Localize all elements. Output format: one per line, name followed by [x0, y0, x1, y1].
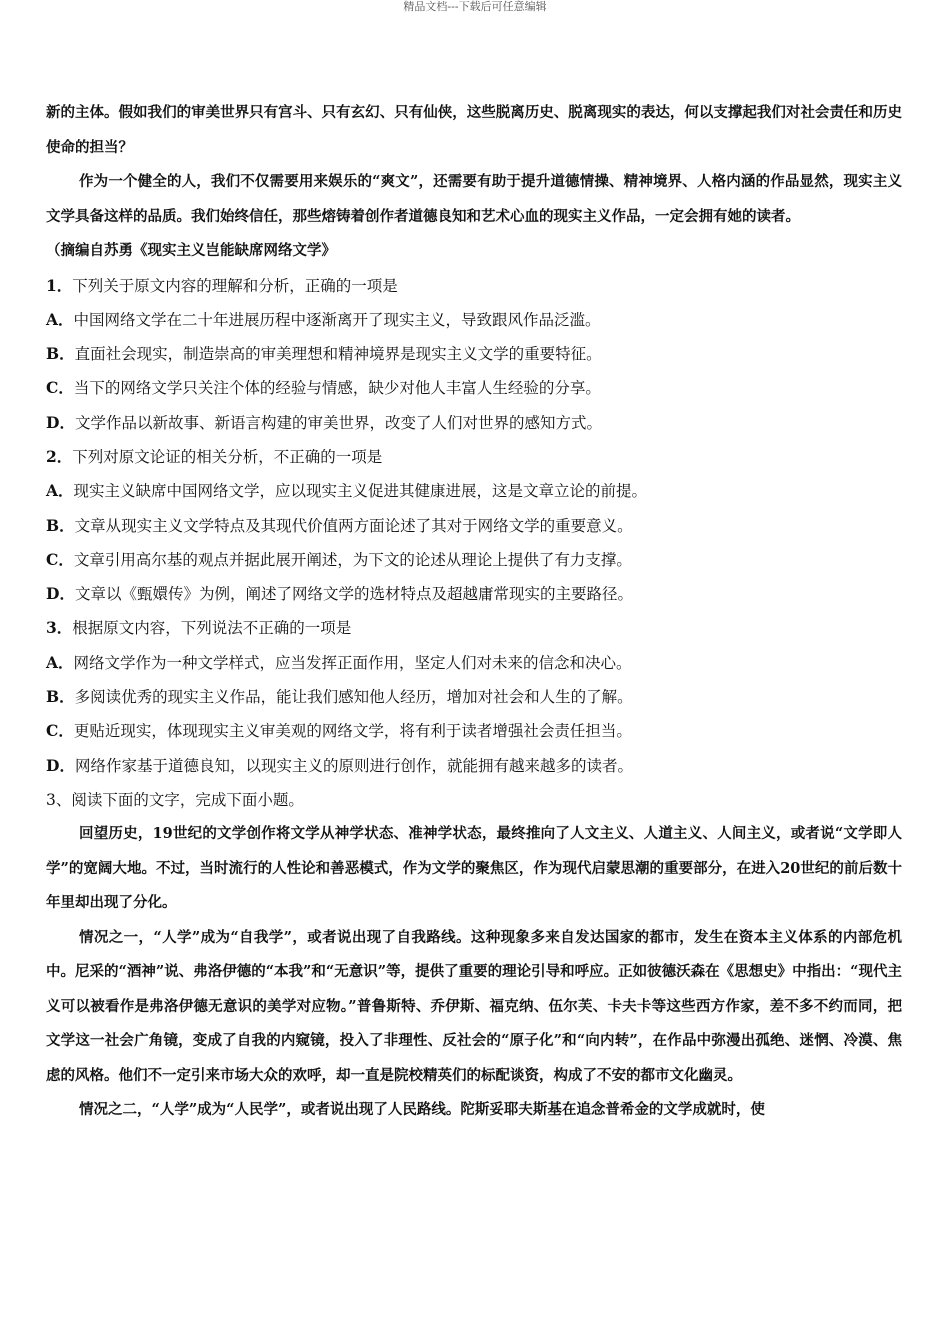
option-c: [46, 371, 902, 405]
option-b: [46, 509, 902, 543]
option-key: D．: [46, 412, 75, 432]
option-key: B．: [46, 687, 75, 707]
option-key: C．: [46, 721, 74, 741]
document-body: [46, 96, 902, 1128]
option-text: 当下的网络文学只关注个体的经验与情感，缺少对他人丰富人生经验的分享。: [73, 379, 601, 398]
option-text: 文章引用高尔基的观点并据此展开阐述，为下文的论述从理论上提供了有力支撑。: [73, 550, 632, 569]
option-key: B．: [46, 344, 75, 364]
question-stem: [46, 440, 902, 474]
option-d: [46, 749, 902, 783]
passage-paragraph: 情况之二，“人学”成为“人民学”，或者说出现了人民路线。陀斯妥耶夫斯基在追念普希金的文学成就时，使: [79, 1101, 765, 1119]
section-instruction: 3、阅读下面的文字，完成下面小题。: [46, 790, 304, 809]
option-key: A．: [46, 309, 74, 329]
option-b: [46, 337, 902, 371]
passage-paragraph: 新的主体。假如我们的审美世界只有宫斗、只有玄幻、只有仙侠，这些脱离历史、脱离现实的表达，何以支撑起我们对社会责任和历史使命的担当？: [46, 104, 902, 156]
option-text: 文章以《甄嬛传》为例，阐述了网络文学的选材特点及超越庸常现实的主要路径。: [74, 585, 633, 604]
option-d: [46, 577, 902, 611]
option-key: A．: [46, 652, 74, 672]
option-c: [46, 543, 902, 577]
question-text: 下列关于原文内容的理解和分析，正确的一项是: [72, 276, 398, 295]
question-number: 3．: [46, 618, 73, 638]
option-text: 文章从现实主义文学特点及其现代价值两方面论述了其对于网络文学的重要意义。: [74, 516, 633, 535]
passage-paragraph: 回望历史，19世纪的文学创作将文学从神学状态、准神学状态，最终推向了人文主义、人道主义、人间主义，或者说“文学即人学”的宽阔大地。不过，当时流行的人性论和善恶模式，作为文学的聚焦区，作为现代启蒙思潮的重要部分，在进入20世纪的前后数十年里却出现了分化。: [46, 825, 902, 912]
option-key: C．: [46, 378, 74, 398]
question-number: 1．: [46, 275, 73, 295]
option-text: 更贴近现实，体现现实主义审美观的网络文学，将有利于读者增强社会责任担当。: [73, 722, 632, 741]
option-a: [46, 303, 902, 337]
question-text: 根据原文内容，下列说法不正确的一项是: [72, 619, 352, 638]
question-stem: [46, 611, 902, 645]
passage-paragraph: 情况之一，“人学”成为“自我学”，或者说出现了自我路线。这种现象多来自发达国家的都市，发生在资本主义体系的内部危机中。尼采的“酒神”说、弗洛伊德的“本我”和“无意识”等，提供了重要的理论引导和呼应。正如彼德沃森在《思想史》中指出：“现代主义可以被看作是弗洛伊德无意识的美学对应物。”普鲁斯特、乔伊斯、福克纳、伍尔芙、卡夫卡等这些西方作家，差不多不约而同，把文学这一社会广角镜，变成了自我的内窥镜，投入了非理性、反社会的“原子化”和“向内转”，在作品中弥漫出孤绝、迷惘、冷漠、焦虑的风格。他们不一定引来市场大众的欢呼，却一直是院校精英们的标配谈资，构成了不安的都市文化幽灵。: [46, 928, 902, 1084]
option-key: D．: [46, 584, 75, 604]
question-stem: [46, 269, 902, 303]
option-key: D．: [46, 755, 75, 775]
option-key: A．: [46, 481, 74, 501]
passage-paragraph: 作为一个健全的人，我们不仅需要用来娱乐的“爽文”，还需要有助于提升道德情操、精神境界、人格内涵的作品显然，现实主义文学具备这样的品质。我们始终信任，那些熔铸着创作者道德良知和艺术心血的现实主义作品，一定会拥有她的读者。: [46, 173, 902, 225]
option-a: [46, 474, 902, 508]
option-text: 多阅读优秀的现实主义作品，能让我们感知他人经历，增加对社会和人生的了解。: [74, 688, 633, 707]
option-c: [46, 714, 902, 748]
option-text: 网络作家基于道德良知，以现实主义的原则进行创作，就能拥有越来越多的读者。: [74, 756, 633, 775]
option-text: 直面社会现实，制造崇高的审美理想和精神境界是现实主义文学的重要特征。: [74, 345, 602, 364]
page-header: 精品文档---下载后可任意编辑: [403, 0, 547, 13]
option-text: 现实主义缺席中国网络文学，应以现实主义促进其健康进展，这是文章立论的前提。: [73, 482, 648, 501]
option-key: C．: [46, 549, 74, 569]
option-key: B．: [46, 515, 75, 535]
option-text: 网络文学作为一种文学样式，应当发挥正面作用，坚定人们对未来的信念和决心。: [73, 653, 632, 672]
option-text: 文学作品以新故事、新语言构建的审美世界，改变了人们对世界的感知方式。: [74, 413, 602, 432]
question-number: 2．: [46, 446, 73, 466]
question-text: 下列对原文论证的相关分析，不正确的一项是: [72, 447, 383, 466]
option-a: [46, 646, 902, 680]
option-text: 中国网络文学在二十年进展历程中逐渐离开了现实主义，导致跟风作品泛滥。: [73, 310, 601, 329]
option-d: [46, 406, 902, 440]
option-b: [46, 680, 902, 714]
passage-source: （摘编自苏勇《现实主义岂能缺席网络文学》: [46, 242, 336, 259]
